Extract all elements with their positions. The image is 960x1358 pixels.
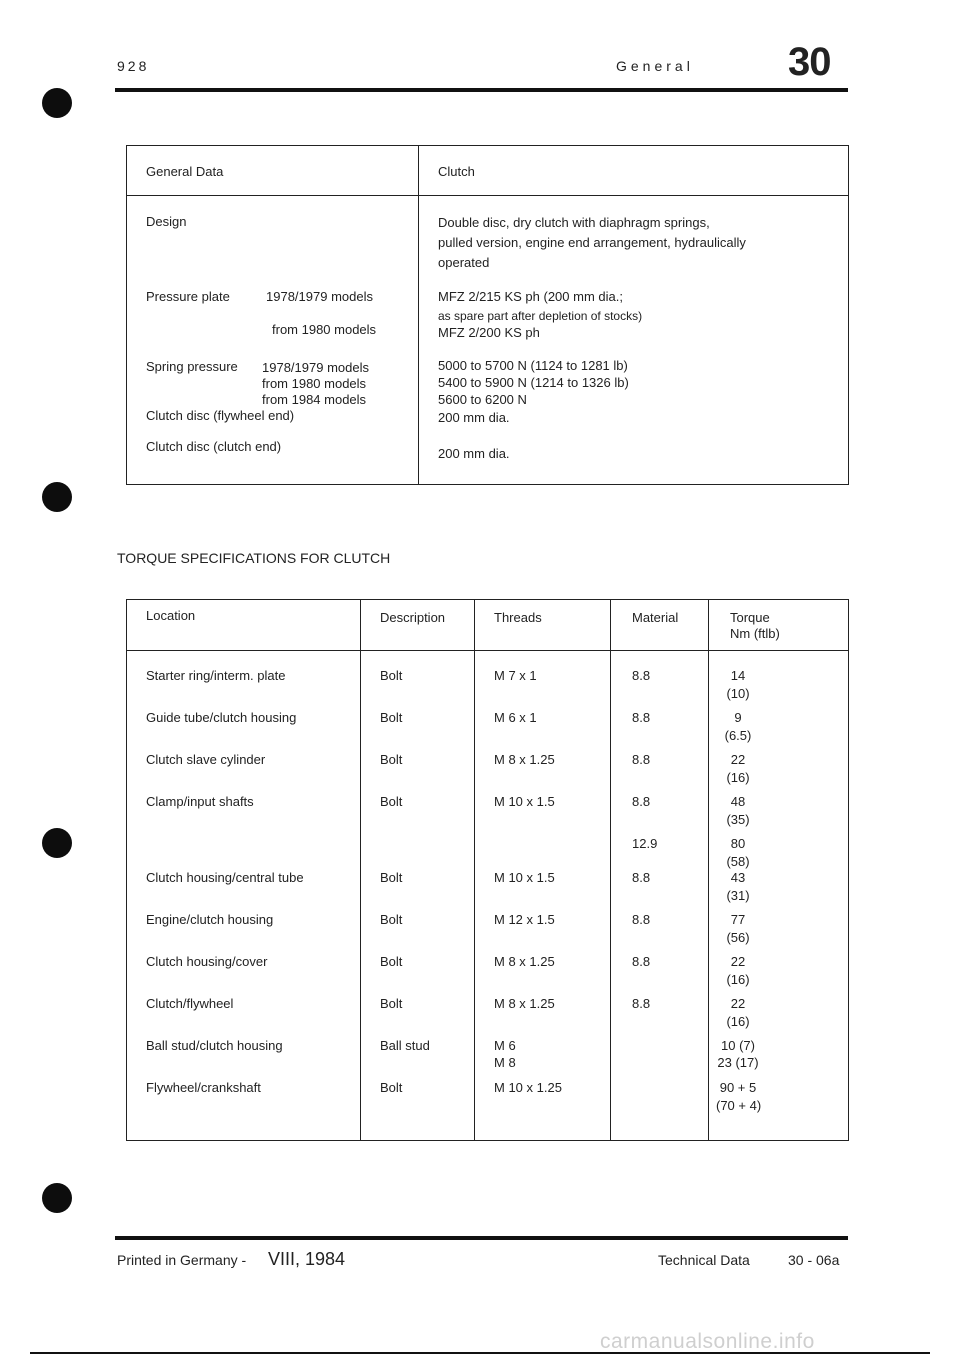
col-header-material: Material [632,610,679,625]
pressure-plate-value: MFZ 2/215 KS ph (200 mm dia.; [438,289,623,304]
col-header-location: Location [146,608,196,623]
pressure-plate-model: from 1980 models [272,322,377,337]
watermark: carmanualsonline.info [600,1330,815,1353]
torque-value: 23 (17) [717,1055,759,1070]
torque-material: 8.8 [632,794,651,809]
torque-threads: M 8 [494,1055,516,1070]
torque-value-ftlb: (10) [726,686,750,701]
clutch-heading: Clutch [438,164,475,179]
spring-pressure-model: from 1984 models [262,392,367,407]
torque-value: 80 [730,836,746,851]
torque-description: Bolt [380,996,403,1011]
torque-material: 8.8 [632,668,651,683]
spring-pressure-model: 1978/1979 models [262,360,369,375]
torque-material: 8.8 [632,954,651,969]
torque-location: Engine/clutch housing [146,912,274,927]
torque-value: 90 + 5 [719,1080,757,1095]
design-line: operated [438,255,490,270]
torque-description: Bolt [380,1080,403,1095]
pressure-plate-value: MFZ 2/200 KS ph [438,325,540,340]
torque-location: Ball stud/clutch housing [146,1038,283,1053]
torque-location: Clutch/flywheel [146,996,234,1011]
binder-hole [42,482,72,512]
clutch-disc-flywheel-label: Clutch disc (flywheel end) [146,408,295,423]
torque-value: 9 [734,710,742,725]
spring-pressure-label: Spring pressure [146,359,238,374]
torque-threads: M 10 x 1.5 [494,794,555,809]
design-line: Double disc, dry clutch with diaphragm springs, [438,215,710,230]
col-header-torque: Torque [730,610,770,625]
torque-value-ftlb: (31) [726,888,750,903]
clutch-disc-clutch-label: Clutch disc (clutch end) [146,439,282,454]
torque-location: Guide tube/clutch housing [146,710,297,725]
torque-threads: M 8 x 1.25 [494,752,555,767]
spring-pressure-value: 5000 to 5700 N (1124 to 1281 lb) [438,358,628,373]
torque-description: Bolt [380,870,403,885]
footer-rule [115,1236,848,1240]
torque-location: Starter ring/interm. plate [146,668,286,683]
pressure-plate-value: as spare part after depletion of stocks) [438,309,643,323]
pressure-plate-label: Pressure plate [146,289,230,304]
torque-threads: M 6 [494,1038,516,1053]
torque-value: 22 [730,752,746,767]
binder-hole [42,1183,72,1213]
torque-value: 22 [730,954,746,969]
torque-material: 8.8 [632,870,651,885]
design-label: Design [146,214,187,229]
clutch-disc-clutch-value: 200 mm dia. [438,446,510,461]
binder-hole [42,88,72,118]
header-rule [115,88,848,92]
torque-threads: M 7 x 1 [494,668,537,683]
torque-value: 77 [730,912,746,927]
pressure-plate-model: 1978/1979 models [266,289,373,304]
spring-pressure-value: 5400 to 5900 N (1214 to 1326 lb) [438,375,629,390]
design-line: pulled version, engine end arrangement, hydraulically [438,235,746,250]
col-header-threads: Threads [494,610,542,625]
torque-location: Clutch housing/central tube [146,870,304,885]
torque-material: 12.9 [632,836,658,851]
torque-value-ftlb: (16) [726,770,750,785]
header-section-number: 30 [788,40,831,84]
torque-value-ftlb: (70 + 4) [716,1098,762,1113]
torque-description: Bolt [380,752,403,767]
torque-location: Flywheel/crankshaft [146,1080,261,1095]
footer-printed-prefix: Printed in Germany - [117,1252,247,1268]
footer-page-number: 30 - 06a [788,1252,840,1268]
torque-title: TORQUE SPECIFICATIONS FOR CLUTCH [117,550,391,566]
general-data-heading: General Data [146,164,224,179]
torque-value-ftlb: (35) [726,812,750,827]
torque-value: 10 (7) [721,1038,755,1053]
torque-value: 14 [730,668,746,683]
torque-threads: M 10 x 1.5 [494,870,555,885]
torque-location: Clamp/input shafts [146,794,254,809]
torque-description: Bolt [380,912,403,927]
torque-value: 22 [730,996,746,1011]
torque-threads: M 10 x 1.25 [494,1080,562,1095]
torque-value-ftlb: (58) [726,854,750,869]
torque-value: 48 [730,794,746,809]
torque-location: Clutch slave cylinder [146,752,266,767]
spring-pressure-value: 5600 to 6200 N [438,392,527,407]
header-model: 928 [117,58,150,74]
torque-value-ftlb: (16) [726,972,750,987]
torque-description: Bolt [380,710,403,725]
col-header-torque-unit: Nm (ftlb) [730,626,780,641]
torque-material: 8.8 [632,752,651,767]
footer-printed-date: VIII, 1984 [268,1249,346,1269]
header-section-name: General [616,58,694,74]
torque-threads: M 8 x 1.25 [494,954,555,969]
binder-hole [42,828,72,858]
torque-value-ftlb: (16) [726,1014,750,1029]
torque-value: 43 [730,870,746,885]
col-header-description: Description [380,610,446,625]
torque-value-ftlb: (56) [726,930,750,945]
torque-threads: M 12 x 1.5 [494,912,555,927]
clutch-disc-flywheel-value: 200 mm dia. [438,410,510,425]
torque-material: 8.8 [632,996,651,1011]
spring-pressure-model: from 1980 models [262,376,367,391]
torque-threads: M 6 x 1 [494,710,537,725]
footer-doc-type: Technical Data [658,1252,750,1268]
torque-material: 8.8 [632,710,651,725]
torque-threads: M 8 x 1.25 [494,996,555,1011]
torque-value-ftlb: (6.5) [724,728,752,743]
torque-description: Bolt [380,794,403,809]
torque-description: Ball stud [380,1038,430,1053]
torque-description: Bolt [380,668,403,683]
torque-material: 8.8 [632,912,651,927]
torque-description: Bolt [380,954,403,969]
torque-location: Clutch housing/cover [146,954,268,969]
